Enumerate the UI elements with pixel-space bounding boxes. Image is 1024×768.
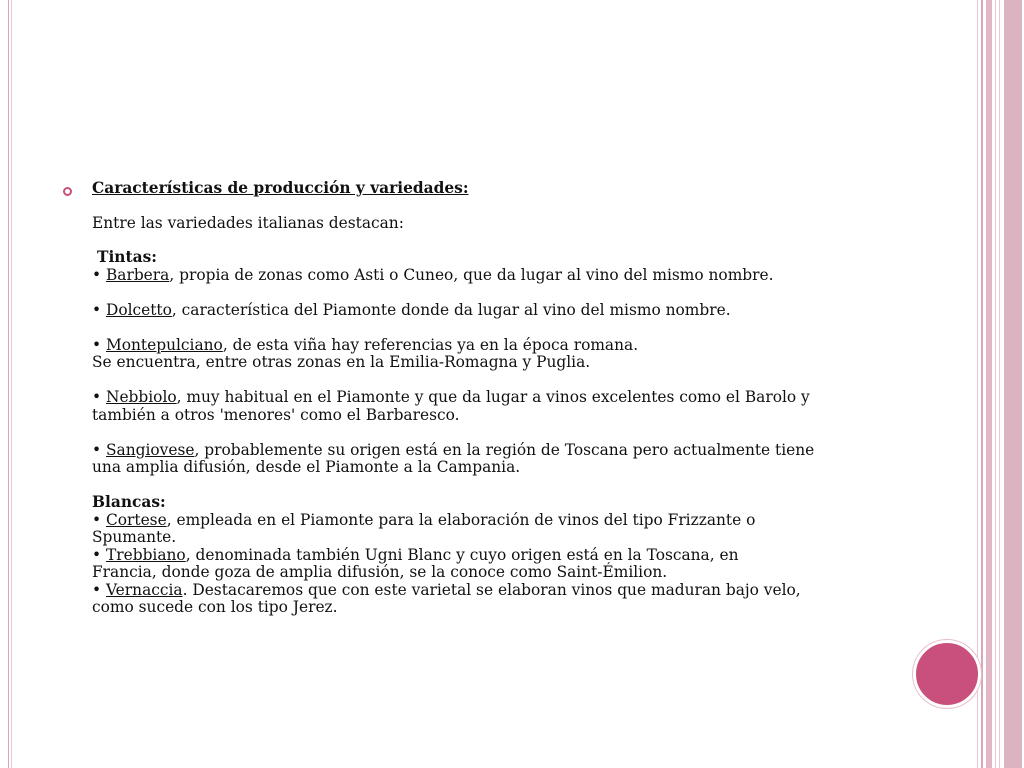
variety-name: Trebbiano <box>105 545 186 564</box>
right-stripe <box>977 0 978 768</box>
item-text: , propia de zonas como Asti o Cuneo, que da lugar al vino del mismo nombre. <box>169 265 774 284</box>
item-bullet: • <box>92 265 106 284</box>
item-text: , denominada también Ugni Blanc y cuyo origen está en la Toscana, en <box>185 545 739 564</box>
item-text-line2: Francia, donde goza de amplia difusión, se la conoce como Saint-Émilion. <box>92 563 668 581</box>
list-item <box>92 582 892 617</box>
item-bullet: • <box>92 510 106 529</box>
right-decorative-band <box>976 0 1024 768</box>
bullet-circle-icon <box>63 187 72 196</box>
item-bullet: • <box>92 440 106 459</box>
section-title-blancas: Blancas: <box>92 493 166 511</box>
list-item <box>92 547 892 582</box>
item-text-line2: como sucede con los tipo Jerez. <box>92 598 338 616</box>
item-text-line2: también a otros 'menores' como el Barbaresco. <box>92 405 460 424</box>
list-item <box>92 302 892 320</box>
decorative-circle <box>913 640 981 708</box>
right-stripe <box>1004 0 1022 768</box>
left-border-line <box>8 0 9 768</box>
variety-name: Cortese <box>105 510 167 529</box>
slide-content <box>92 180 892 617</box>
item-bullet: • <box>92 335 106 354</box>
item-text: . Destacaremos que con este varietal se elaboran vinos que maduran bajo velo, <box>182 580 801 599</box>
item-text-line2: Spumante. <box>92 528 177 546</box>
intro-text: Entre las variedades italianas destacan: <box>92 213 404 232</box>
item-bullet: • <box>92 300 106 319</box>
item-text: , muy habitual en el Piamonte y que da lugar a vinos excelentes como el Barolo y <box>176 388 810 406</box>
right-stripe <box>999 0 1000 768</box>
left-border-line-inner <box>11 0 12 768</box>
slide-heading: Características de producción y variedades: <box>92 179 469 197</box>
item-text-line2: Se encuentra, entre otras zonas en la Emilia-Romagna y Puglia. <box>92 353 591 371</box>
variety-name: Montepulciano <box>105 335 223 354</box>
section-title-tintas: Tintas: <box>97 248 157 266</box>
item-bullet: • <box>92 545 106 564</box>
item-bullet: • <box>92 388 106 406</box>
variety-name: Barbera <box>105 265 170 284</box>
list-item <box>92 442 892 477</box>
item-bullet: • <box>92 580 106 599</box>
item-text: , característica del Piamonte donde da lugar al vino del mismo nombre. <box>171 300 731 319</box>
list-item <box>92 267 892 285</box>
item-text: , probablemente su origen está en la región de Toscana pero actualmente tiene <box>194 440 815 459</box>
variety-name: Vernaccia <box>105 580 183 599</box>
variety-name: Nebbiolo <box>105 388 177 406</box>
item-text: , de esta viña hay referencias ya en la época romana. <box>222 335 639 354</box>
right-stripe <box>981 0 983 768</box>
list-item <box>92 337 892 372</box>
variety-name: Sangiovese <box>105 440 195 459</box>
list-item <box>92 389 892 424</box>
right-stripe <box>995 0 996 768</box>
variety-name: Dolcetto <box>105 300 172 319</box>
list-item <box>92 512 892 547</box>
item-text: , empleada en el Piamonte para la elaboración de vinos del tipo Frizzante o <box>166 510 756 529</box>
item-text-line2: una amplia difusión, desde el Piamonte a la Campania. <box>92 458 521 476</box>
right-stripe <box>986 0 992 768</box>
